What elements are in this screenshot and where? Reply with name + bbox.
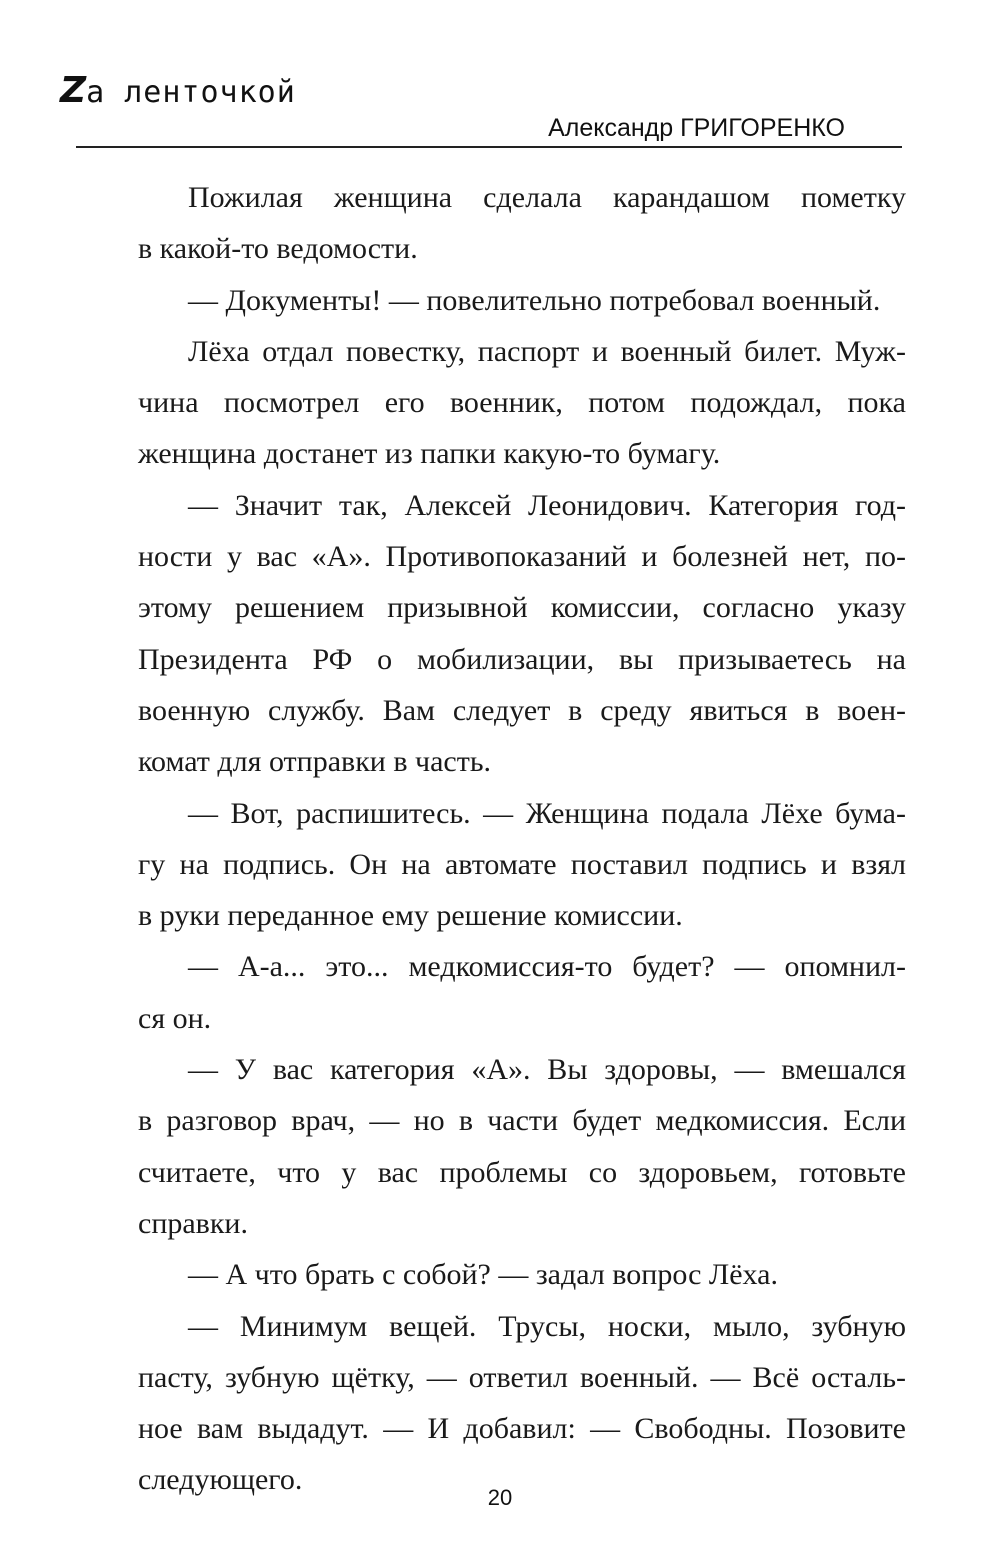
author-name: Александр ГРИГОРЕНКО bbox=[548, 114, 845, 142]
text-line: Пожилая женщина сделала карандашом пометку bbox=[188, 181, 906, 214]
paragraph bbox=[138, 1301, 906, 1506]
paragraph bbox=[138, 326, 906, 480]
text-line: — Значит так, Алексей Леонидович. Категория год- bbox=[188, 488, 906, 522]
running-header bbox=[60, 72, 905, 152]
text-line: в руки переданное ему решение комиссии. bbox=[138, 899, 683, 933]
book-title bbox=[60, 72, 296, 112]
text-line: ности у вас «А». Противопоказаний и болезней нет, по- bbox=[138, 540, 906, 574]
book-title-initial: Z bbox=[60, 70, 87, 111]
paragraph bbox=[138, 941, 906, 1044]
body-text bbox=[138, 172, 906, 1506]
text-line: ное вам выдадут. — И добавил: — Свободны. Позовите bbox=[138, 1412, 906, 1446]
text-line: комат для отправки в часть. bbox=[138, 745, 491, 779]
text-line: — А что брать с собой? — задал вопрос Лёха. bbox=[188, 1258, 778, 1292]
text-line: Президента РФ о мобилизации, вы призываетесь на bbox=[138, 642, 906, 676]
text-line: чина посмотрел его военник, потом подождал, пока bbox=[138, 386, 906, 420]
text-line: военную службу. Вам следует в среду явиться в воен- bbox=[138, 693, 906, 727]
text-line: — А-а... это... медкомиссия-то будет? — опомнил- bbox=[188, 950, 906, 984]
paragraph bbox=[138, 1044, 906, 1249]
book-title-rest: a ленточкой bbox=[86, 75, 296, 110]
text-line: в какой-то ведомости. bbox=[138, 232, 418, 266]
text-line: этому решением призывной комиссии, согласно указу bbox=[138, 591, 906, 625]
text-line: — Документы! — повелительно потребовал военный. bbox=[188, 283, 881, 317]
text-line: — У вас категория «А». Вы здоровы, — вмешался bbox=[188, 1053, 906, 1087]
paragraph bbox=[138, 275, 906, 326]
text-line: гу на подпись. Он на автомате поставил подпись и взял bbox=[138, 847, 906, 881]
text-line: считаете, что у вас проблемы со здоровьем, готовьте bbox=[138, 1155, 906, 1189]
text-line: — Минимум вещей. Трусы, носки, мыло, зубную bbox=[188, 1309, 906, 1343]
paragraph bbox=[138, 480, 906, 788]
text-line: пасту, зубную щётку, — ответил военный. — Всё осталь- bbox=[138, 1360, 906, 1394]
page-number: 20 bbox=[487, 1485, 513, 1510]
text-line: в разговор врач, — но в части будет медкомиссия. Если bbox=[138, 1104, 906, 1138]
text-line: следующего. bbox=[138, 1463, 303, 1497]
text-line: женщина достанет из папки какую-то бумагу. bbox=[138, 437, 721, 471]
paragraph bbox=[138, 172, 906, 275]
text-line: — Вот, распишитесь. — Женщина подала Лёхе бума- bbox=[188, 796, 906, 830]
header-rule bbox=[76, 146, 902, 148]
text-line: ся он. bbox=[138, 1001, 212, 1035]
paragraph bbox=[138, 788, 906, 942]
text-line: справки. bbox=[138, 1206, 248, 1240]
paragraph bbox=[138, 1249, 906, 1300]
text-line: Лёха отдал повестку, паспорт и военный билет. Муж- bbox=[188, 334, 906, 368]
